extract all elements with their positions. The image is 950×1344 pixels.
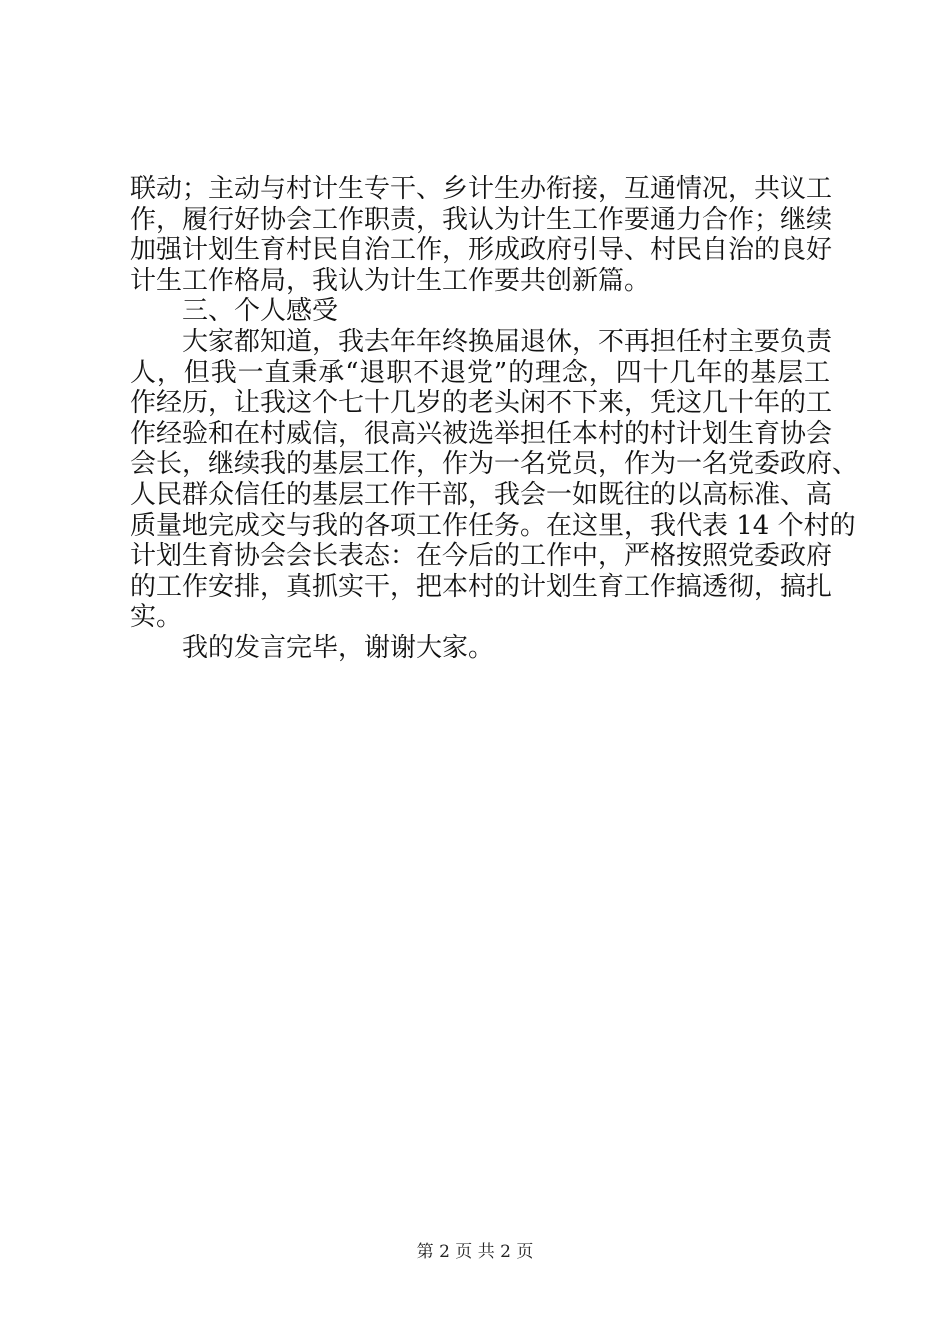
- text-line: 计生工作格局，我认为计生工作要共创新篇。: [130, 265, 651, 296]
- text-line: 人民群众信任的基层工作干部，我会一如既往的以高标准、高: [130, 479, 833, 510]
- closing-line: 我的发言完毕，谢谢大家。: [182, 632, 495, 663]
- text-line: 联动；主动与村计生专干、乡计生办衔接，互通情况，共议工: [130, 174, 833, 204]
- text-line: 作经验和在村威信，很高兴被选举担任本村的村计划生育协会: [130, 418, 833, 449]
- text-line: 大家都知道，我去年年终换届退休，不再担任村主要负责: [182, 326, 833, 357]
- text-line: 实。: [130, 602, 183, 633]
- document-body: [130, 174, 859, 664]
- section-heading: 三、个人感受: [182, 296, 339, 327]
- text-line: 作，履行好协会工作职责，我认为计生工作要通力合作；继续: [130, 204, 833, 235]
- page-footer: 第 2 页 共 2 页: [416, 1242, 534, 1262]
- text-line: 作经历，让我这个七十几岁的老头闲不下来，凭这几十年的工: [130, 388, 833, 419]
- text-line: 的工作安排，真抓实干，把本村的计划生育工作搞透彻，搞扎: [130, 571, 833, 602]
- text-line: 计划生育协会会长表态：在今后的工作中，严格按照党委政府: [130, 541, 833, 572]
- text-line: 加强计划生育村民自治工作，形成政府引导、村民自治的良好: [130, 235, 833, 266]
- text-line: 会长，继续我的基层工作，作为一名党员，作为一名党委政府、: [130, 449, 859, 480]
- text-line: 质量地完成交与我的各项工作任务。在这里，我代表 14 个村的: [130, 510, 856, 541]
- text-line: 人，但我一直秉承“退职不退党”的理念，四十几年的基层工: [130, 357, 830, 388]
